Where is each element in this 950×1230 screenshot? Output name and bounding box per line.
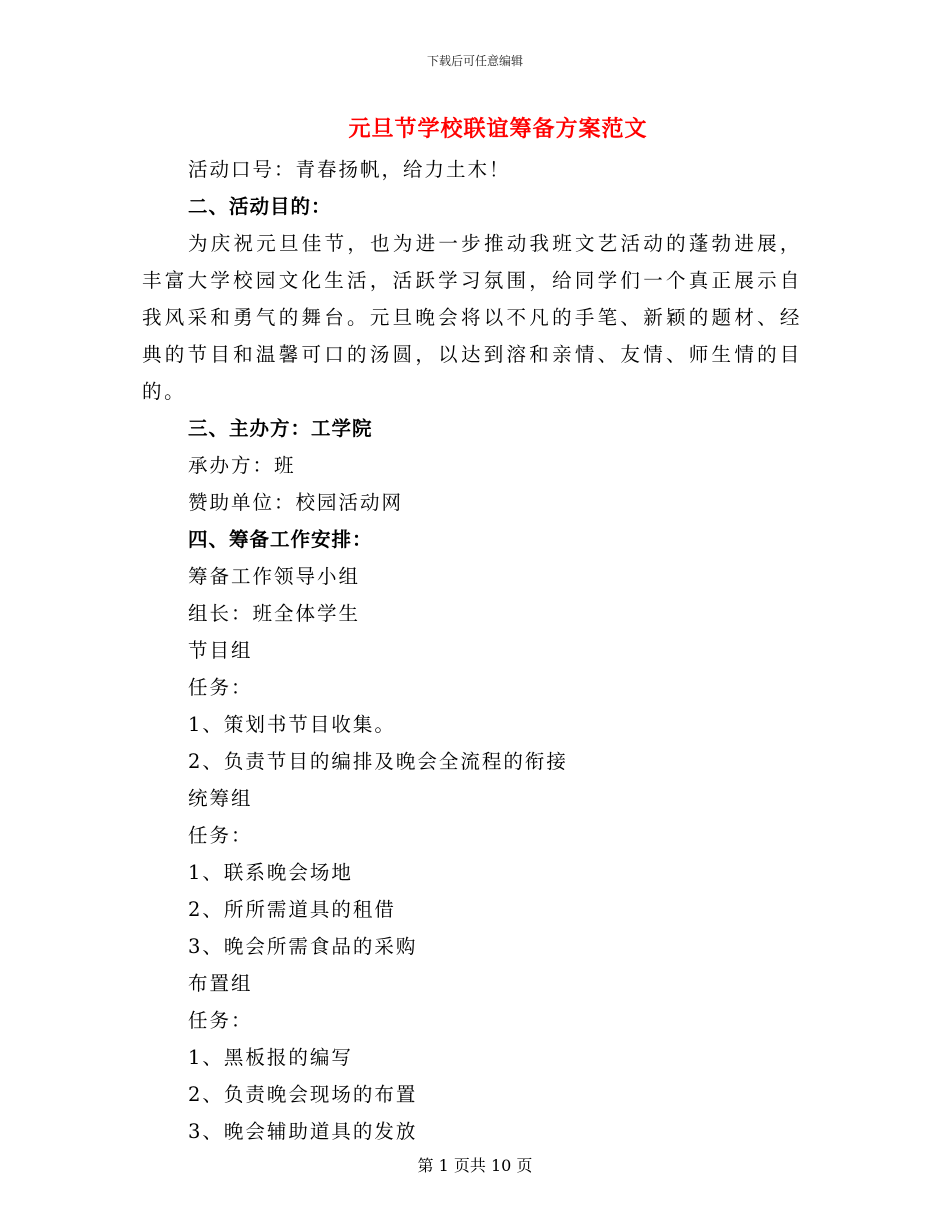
leader-line: 组长：班全体学生 [188,602,361,625]
purpose-heading: 二、活动目的： [188,195,332,218]
layout-item-1: 1、黑板报的编写 [188,1046,353,1069]
slogan-line: 活动口号：青春扬帆，给力土木！ [188,158,511,181]
page-footer: 第 1 页共 10 页 [417,1156,533,1175]
document-body [142,151,802,1150]
layout-group-line: 布置组 [188,972,253,995]
coord-item-2: 2、所所需道具的租借 [188,898,396,921]
coord-item-3: 3、晚会所需食品的采购 [188,935,418,958]
organizer-heading: 三、主办方：工学院 [188,417,373,440]
document-title: 元旦节学校联谊筹备方案范文 [348,116,648,142]
program-group-line: 节目组 [188,639,253,662]
program-task-label: 任务： [188,676,253,699]
purpose-paragraph: 为庆祝元旦佳节，也为进一步推动我班文艺活动的蓬勃进展，丰富大学校园文化生活，活跃学习氛围，给同学们一个真正展示自我风采和勇气的舞台。元旦晚会将以不凡的手笔、新颖的题材、经典的节目和温馨可口的汤圆，以达到溶和亲情、友情、师生情的目的。 [142,232,802,403]
layout-item-3: 3、晚会辅助道具的发放 [188,1120,418,1143]
sponsor-line: 赞助单位：校园活动网 [188,491,404,514]
layout-task-label: 任务： [188,1009,253,1032]
coord-item-1: 1、联系晚会场地 [188,861,353,884]
layout-item-2: 2、负责晚会现场的布置 [188,1083,418,1106]
undertaker-line: 承办方：班 [188,454,296,477]
prep-heading: 四、筹备工作安排： [188,528,373,551]
leader-group-line: 筹备工作领导小组 [188,565,361,588]
program-item-1: 1、策划书节目收集。 [188,713,396,736]
program-item-2: 2、负责节目的编排及晚会全流程的衔接 [188,750,568,773]
coord-group-line: 统筹组 [188,787,253,810]
coord-task-label: 任务： [188,824,253,847]
header-note: 下载后可任意编辑 [426,54,523,68]
